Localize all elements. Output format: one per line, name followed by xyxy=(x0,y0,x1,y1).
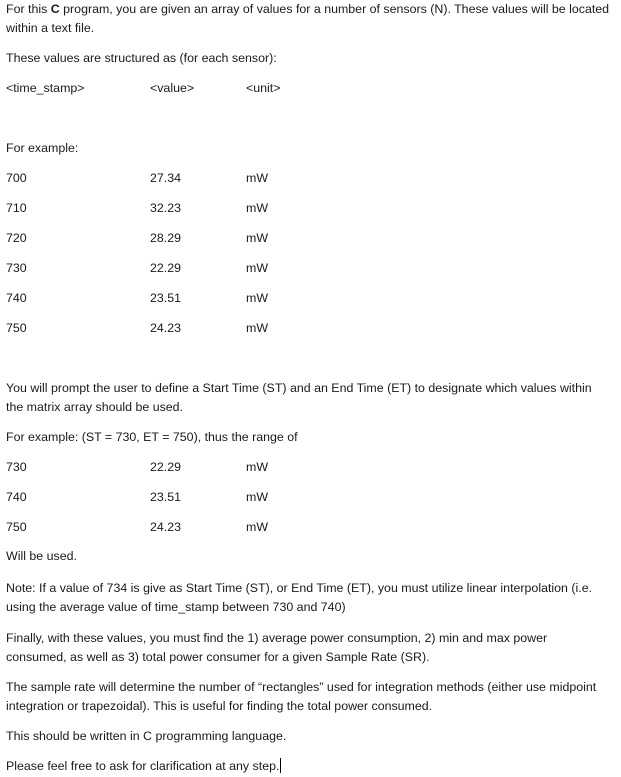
example-row xyxy=(6,229,406,248)
closing-line xyxy=(6,757,611,776)
example-value: 22.29 xyxy=(150,261,182,275)
example-unit: mW xyxy=(246,321,269,335)
will-be-used-line: Will be used. xyxy=(6,549,77,563)
range-row xyxy=(6,458,406,477)
closing-text: Please feel free to ask for clarification at any step. xyxy=(6,759,280,773)
example-unit: mW xyxy=(246,261,269,275)
finally-paragraph: Finally, with these values, you must find the 1) average power consumption, 2) min and max power consumed, as well as 3) total power consumer for a given Sample Rate (SR). xyxy=(6,631,548,664)
example-row xyxy=(6,259,406,278)
range-time: 750 xyxy=(6,520,27,534)
example-unit: mW xyxy=(246,291,269,305)
structure-line: These values are structured as (for each sensor): xyxy=(6,51,277,65)
example-time: 740 xyxy=(6,291,27,305)
intro-text-end: program, you are given an array of values for a number of sensors (N). These values will be located within a text file. xyxy=(6,2,610,35)
example-label: For example: xyxy=(6,141,79,155)
range-value: 22.29 xyxy=(150,460,182,474)
sample-rate-paragraph: The sample rate will determine the number of “rectangles” used for integration methods (either use midpoint integration or trapezoidal). This is useful for finding the total power consumed. xyxy=(6,680,597,713)
example-row xyxy=(6,169,406,188)
text-cursor xyxy=(280,758,281,773)
range-row xyxy=(6,488,406,507)
header-row xyxy=(6,79,406,98)
example-time: 720 xyxy=(6,231,27,245)
range-row xyxy=(6,518,406,537)
intro-bold-c: C xyxy=(50,2,60,16)
example-row xyxy=(6,199,406,218)
intro-text-start: For this xyxy=(6,2,51,16)
example-time: 750 xyxy=(6,321,27,335)
prompt-paragraph: You will prompt the user to define a Start Time (ST) and an End Time (ET) to designate which values within the matrix array should be used. xyxy=(6,381,592,414)
header-value: <value> xyxy=(150,81,195,95)
range-time: 740 xyxy=(6,490,27,504)
example-time: 730 xyxy=(6,261,27,275)
header-time-stamp: <time_stamp> xyxy=(6,81,85,95)
range-line: For example: (ST = 730, ET = 750), thus the range of xyxy=(6,430,298,444)
example-unit: mW xyxy=(246,231,269,245)
range-value: 23.51 xyxy=(150,490,182,504)
example-value: 27.34 xyxy=(150,171,182,185)
range-value: 24.23 xyxy=(150,520,182,534)
example-unit: mW xyxy=(246,201,269,215)
intro-paragraph xyxy=(6,0,611,38)
example-row xyxy=(6,319,406,338)
example-value: 24.23 xyxy=(150,321,182,335)
example-unit: mW xyxy=(246,171,269,185)
note-paragraph: Note: If a value of 734 is give as Start Time (ST), or End Time (ET), you must utilize linear interpolation (i.e. using the average value of time_stamp between 730 and 740) xyxy=(6,581,593,614)
range-time: 730 xyxy=(6,460,27,474)
example-time: 700 xyxy=(6,171,27,185)
range-unit: mW xyxy=(246,460,269,474)
example-value: 23.51 xyxy=(150,291,182,305)
example-value: 28.29 xyxy=(150,231,182,245)
example-row xyxy=(6,289,406,308)
range-unit: mW xyxy=(246,490,269,504)
language-line: This should be written in C programming language. xyxy=(6,729,287,743)
example-value: 32.23 xyxy=(150,201,182,215)
range-unit: mW xyxy=(246,520,269,534)
example-time: 710 xyxy=(6,201,27,215)
header-unit: <unit> xyxy=(246,81,281,95)
